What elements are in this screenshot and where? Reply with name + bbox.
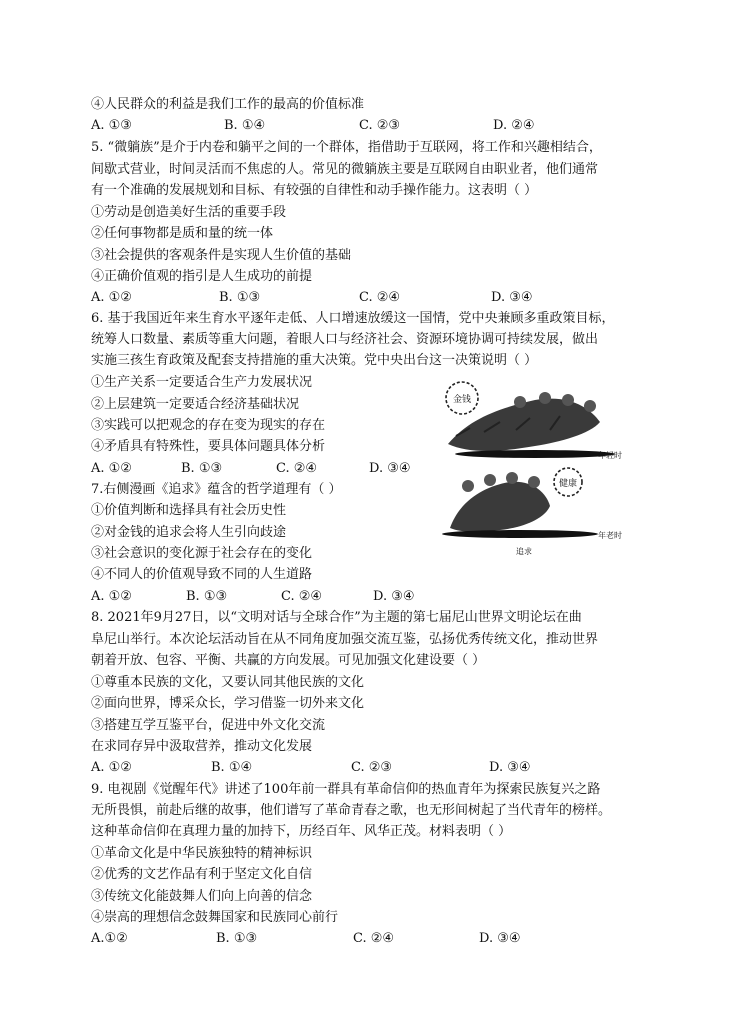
q4-options	[91, 116, 651, 136]
q6-item-1: ①生产关系一定要适合生产力发展状况	[91, 375, 313, 390]
q8-options	[91, 758, 651, 778]
old-runners-illustration	[442, 468, 622, 540]
q8-option-a[interactable]: A. ①②	[91, 760, 132, 775]
q7-option-c[interactable]: C. ②④	[281, 589, 323, 604]
q5-item-2: ②任何事物都是质和量的统一体	[91, 226, 274, 241]
q6-option-c[interactable]: C. ②④	[276, 461, 318, 476]
q7-option-d[interactable]: D. ③④	[373, 589, 415, 604]
q5-item-3: ③社会提供的客观条件是实现人生价值的基础	[91, 248, 352, 263]
q7-item-2: ②对金钱的追求会将人生引向歧途	[91, 525, 287, 540]
young-label: 年轻时	[598, 451, 622, 460]
q6-option-b[interactable]: B. ①③	[181, 461, 223, 476]
q6-item-4: ④矛盾具有特殊性，要具体问题具体分析	[91, 439, 326, 454]
q9-option-b[interactable]: B. ①③	[216, 931, 258, 946]
q8-stem-line-2: 阜尼山举行。本次论坛活动旨在从不同角度加强交流互鉴，弘扬优秀传统文化，推动世界	[91, 632, 599, 647]
q5-options	[91, 288, 651, 308]
q4-option-c[interactable]: C. ②③	[359, 118, 401, 133]
q8-option-b[interactable]: B. ①④	[211, 760, 253, 775]
q6-item-3: ③实践可以把观念的存在变为现实的存在	[91, 418, 326, 433]
q5-stem-line-1: 5. “微躺族”是介于内卷和躺平之间的一个群体，指借助于互联网，将工作和兴趣相结合，	[91, 140, 602, 155]
q9-stem-line-2: 无所畏惧，前赴后继的故事，他们谱写了革命青春之歌，也无形间树起了当代青年的榜样。	[91, 803, 612, 818]
q6-stem-line-1: 6. 基于我国近年来生育水平逐年走低、人口增速放缓这一国情，党中央兼顾多重政策目标，	[91, 311, 615, 326]
q7-item-1: ①价值判断和选择具有社会历史性	[91, 503, 287, 518]
q8-stem-line-3: 朝着开放、包容、平衡、共赢的方向发展。可见加强文化建设要（ ）	[91, 653, 486, 668]
q4-option-a[interactable]: A. ①③	[91, 118, 132, 133]
q9-item-4: ④崇高的理想信念鼓舞国家和民族同心前行	[91, 910, 339, 925]
q9-stem-line-3: 这种革命信仰在真理力量的加持下，历经百年、风华正茂。材料表明（ ）	[91, 824, 512, 839]
money-label: 金钱	[452, 395, 472, 405]
q9-item-3: ③传统文化能鼓舞人们向上向善的信念	[91, 889, 313, 904]
q6-option-d[interactable]: D. ③④	[369, 461, 411, 476]
q4-option-b[interactable]: B. ①④	[224, 118, 266, 133]
q8-option-c[interactable]: C. ②③	[351, 760, 393, 775]
q6-stem-line-2: 统筹人口数量、素质等重大问题，着眼人口与经济社会、资源环境协调可持续发展，做出	[91, 332, 599, 347]
chase-cartoon	[440, 378, 640, 558]
q6-item-2: ②上层建筑一定要适合经济基础状况	[91, 397, 300, 412]
q6-option-a[interactable]: A. ①②	[91, 461, 132, 476]
q5-option-b[interactable]: B. ①③	[219, 290, 261, 305]
q5-stem-line-2: 间歇式营业，时间灵活而不焦虑的人。常见的微躺族主要是互联网自由职业者，他们通常	[91, 162, 599, 177]
q9-option-d[interactable]: D. ③④	[479, 931, 521, 946]
q5-option-a[interactable]: A. ①②	[91, 290, 132, 305]
q5-item-4: ④正确价值观的指引是人生成功的前提	[91, 269, 313, 284]
old-label: 年老时	[598, 531, 622, 540]
q8-item-2: ②面向世界，博采众长，学习借鉴一切外来文化	[91, 696, 365, 711]
young-runners-illustration	[446, 382, 622, 460]
q7-item-3: ③社会意识的变化源于社会存在的变化	[91, 546, 313, 561]
q4-item-4: ④人民群众的利益是我们工作的最高的价值标准	[91, 97, 365, 112]
q5-stem-line-3: 有一个准确的发展规划和目标、有较强的自律性和动手操作能力。这表明（ ）	[91, 183, 538, 198]
q5-option-d[interactable]: D. ③④	[491, 290, 533, 305]
q7-options	[91, 587, 651, 607]
q5-option-c[interactable]: C. ②④	[359, 290, 401, 305]
q6-stem-line-3: 实施三孩生育政策及配套支持措施的重大决策。党中央出台这一决策说明（ ）	[91, 353, 538, 368]
health-label: 健康	[558, 479, 578, 489]
q9-item-2: ②优秀的文艺作品有利于坚定文化自信	[91, 867, 313, 882]
q8-stem-line-1: 8. 2021年9月27日，以“文明对话与全球合作”为主题的第七届尼山世界文明论坛在曲	[91, 610, 582, 625]
q7-option-b[interactable]: B. ①③	[186, 589, 228, 604]
q9-option-a[interactable]: A.①②	[91, 931, 128, 946]
q9-item-1: ①革命文化是中华民族独特的精神标识	[91, 846, 313, 861]
q8-item-4: 在求同存异中汲取营养，推动文化发展	[91, 739, 313, 754]
q7-stem-line-1: 7.右侧漫画《追求》蕴含的哲学道理有（ ）	[91, 482, 342, 497]
q7-option-a[interactable]: A. ①②	[91, 589, 132, 604]
q7-item-4: ④不同人的价值观导致不同的人生道路	[91, 567, 313, 582]
q8-item-3: ③搭建互学互鉴平台，促进中外文化交流	[91, 718, 326, 733]
q5-item-1: ①劳动是创造美好生活的重要手段	[91, 205, 287, 220]
q9-options	[91, 929, 651, 949]
q9-option-c[interactable]: C. ②④	[353, 931, 395, 946]
q4-option-d[interactable]: D. ②④	[493, 118, 535, 133]
cartoon-title: 追求	[516, 547, 532, 556]
q8-item-1: ①尊重本民族的文化，又要认同其他民族的文化	[91, 675, 365, 690]
q9-stem-line-1: 9. 电视剧《觉醒年代》讲述了100年前一群具有革命信仰的热血青年为探索民族复兴之路	[91, 782, 601, 797]
q8-option-d[interactable]: D. ③④	[489, 760, 531, 775]
